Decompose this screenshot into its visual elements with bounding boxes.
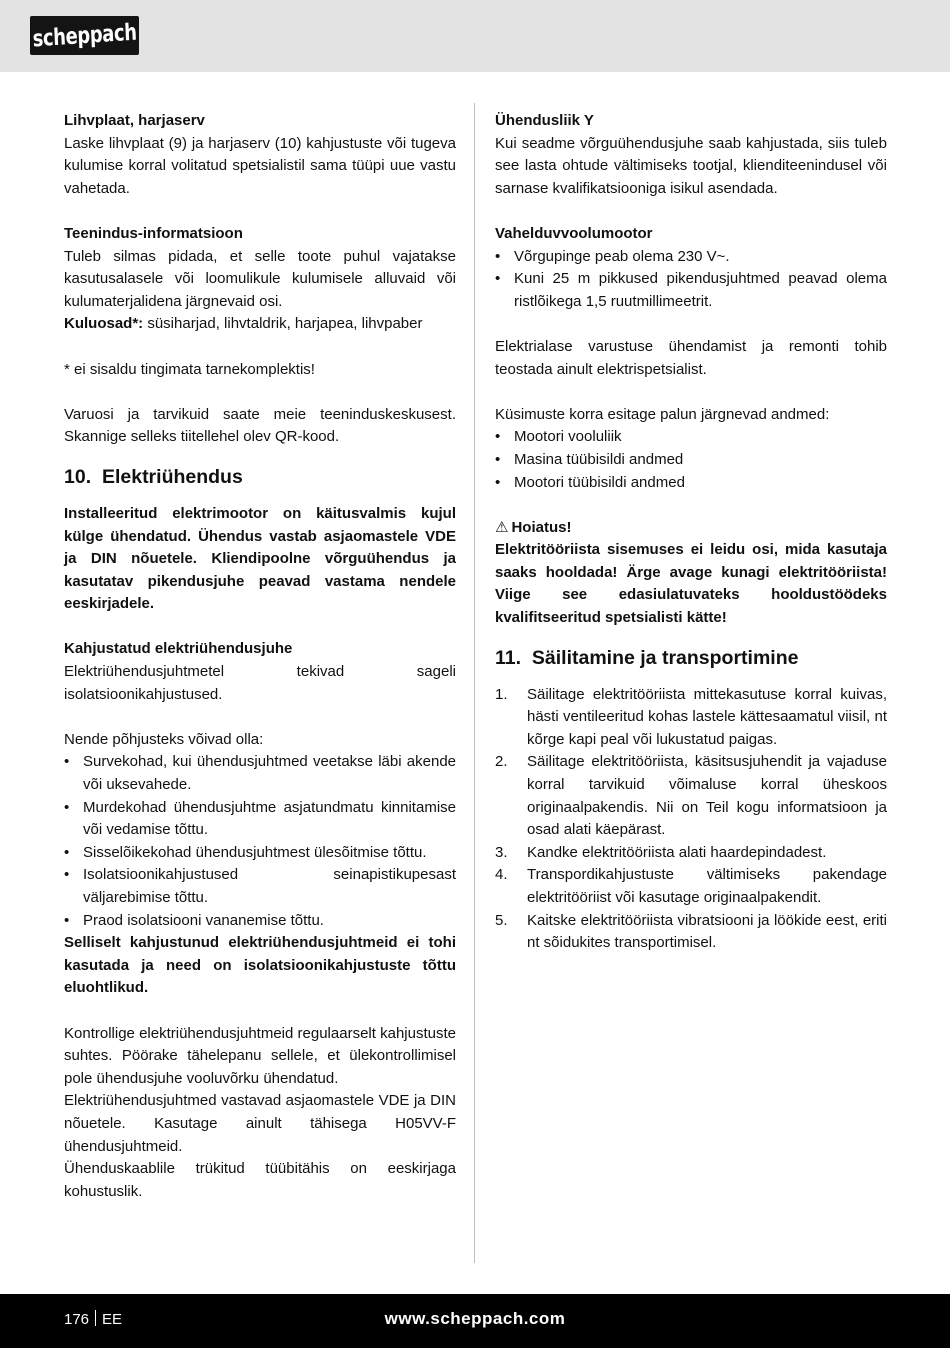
- service-text: Tuleb silmas pidada, et selle toote puhul vajatakse kasutusalasele või loomulikule kulumisele alluvaid või kulumaterjalidena järgnevaid osi.: [64, 247, 456, 310]
- warning-heading: [495, 517, 887, 540]
- section-11-number: 11.: [495, 646, 522, 669]
- list-item: 1. Säilitage elektritööriista mittekasutuse korral kuivas, hästi ventileeritud kohas lastele kättesaamatul viisil, nt kõrge kapi peal või lukustatud paigas.: [495, 685, 887, 748]
- damaged-cable-heading: Kahjustatud elektriühendusjuhe: [64, 640, 293, 658]
- query-list: [495, 426, 887, 494]
- left-column: [64, 110, 456, 1203]
- list-item: • Mootori tüübisildi andmed: [495, 473, 685, 491]
- page-number: 176: [64, 1311, 90, 1328]
- service-heading: Teenindus-informatsioon: [64, 224, 243, 242]
- section-10-heading: [64, 464, 456, 490]
- list-item: • Murdekohad ühendusjuhtme asjatundmatu kinnitamise või vedamise tõttu.: [64, 798, 456, 839]
- lihvplaat-text: Laske lihvplaat (9) ja harjaserv (10) kahjustuste või tugeva kulumise korral volitatud spetsialistil sama tüüpi uue vastu vahetada.: [64, 134, 456, 197]
- list-item: • Masina tüübisildi andmed: [495, 450, 684, 468]
- electrical-intro: Installeeritud elektrimootor on käitusvalmis kujul külge ühendatud. Ühendus vastab asjaomastele VDE ja DIN nõuetele. Kliendipoolne võrguühendus ja kasutatav pikendusjuhe peavad vastama nendele eeskirjadele.: [64, 504, 456, 613]
- list-item: 5. Kaitske elektritööriista vibratsiooni ja löökide eest, eriti nt sõidukites transportimisel.: [495, 911, 887, 952]
- list-item: • Kuni 25 m pikkused pikendusjuhtmed peavad olema ristlõikega 1,5 ruutmillimeetrit.: [495, 270, 887, 310]
- list-item: • Survekohad, kui ühendusjuhtmed veetakse läbi akende või uksevahede.: [64, 753, 456, 794]
- storage-list: [495, 684, 887, 955]
- electrician-note: Elektrialase varustuse ühendamist ja remonti tohib teostada ainult elektrispetsialist.: [495, 337, 887, 378]
- wear-parts-list: süsiharjad, lihvtaldrik, harjapea, lihvpaber: [143, 315, 423, 333]
- list-item: 3. Kandke elektritööriista alati haardepindadest.: [495, 843, 827, 861]
- list-item: • Praod isolatsiooni vananemise tõttu.: [64, 911, 324, 929]
- warning-title: Hoiatus!: [511, 518, 572, 536]
- warning-text: Elektritööriista sisemuses ei leidu osi, mida kasutaja saaks hooldada! Ärge avage kunagi elektritööriista! Viige see edasiulatuvateks hooldustöödeks kvalifitseeritud spetsialisti kätte!: [495, 541, 887, 627]
- list-item: • Mootori vooluliik: [495, 428, 622, 446]
- page-footer: [0, 1294, 950, 1348]
- list-item: 4. Transpordikahjustuste vältimiseks pakendage elektritööriist või kasutage originaalpakendit.: [495, 866, 887, 906]
- label-text: Ühenduskaablile trükitud tüübitähis on eeskirjaga kohustuslik.: [64, 1160, 456, 1200]
- causes-list: [64, 751, 456, 932]
- column-divider: [474, 103, 475, 1263]
- ac-motor-list: [495, 246, 887, 314]
- wear-parts-line: [64, 313, 456, 336]
- page-header: [0, 0, 950, 72]
- damaged-cable-text: Elektriühendusjuhtmetel tekivad sageli isolatsioonikahjustused.: [64, 663, 456, 703]
- language-code: EE: [102, 1311, 123, 1328]
- list-item: 2. Säilitage elektritööriista, käsitsusjuhendit ja vajaduse korral tarvikuid võimaluse korral üheskoos originaalpakendis. Nii on Teil kogu informatsioon ja osad alati käepärast.: [495, 753, 887, 839]
- list-item: • Võrgupinge peab olema 230 V~.: [495, 247, 730, 265]
- control-text: Kontrollige elektriühendusjuhtmeid regulaarselt kahjustuste suhtes. Pöörake tähelepanu sellele, et ülekontrollimisel pole ühendusjuhe vooluvõrku ühendatud.: [64, 1024, 456, 1087]
- vde-text: Elektriühendusjuhtmed vastavad asjaomastele VDE ja DIN nõuetele. Kasutage ainult tähisega H05VV-F ühendusjuhtmeid.: [64, 1092, 456, 1155]
- ac-motor-heading: Vahelduvvoolumootor: [495, 224, 653, 242]
- right-column: [495, 110, 887, 955]
- scheppach-logo: [30, 16, 139, 55]
- section-10-number: 10.: [64, 465, 92, 488]
- lihvplaat-heading: Lihvplaat, harjaserv: [64, 112, 205, 129]
- y-connection-heading: Ühendusliik Y: [495, 112, 594, 129]
- section-10-title: Elektriühendus: [101, 465, 243, 488]
- footnote: * ei sisaldu tingimata tarnekomplektis!: [64, 360, 315, 378]
- website-link[interactable]: www.scheppach.com: [384, 1309, 566, 1328]
- y-connection-text: Kui seadme võrguühendusjuhe saab kahjustada, siis tuleb see lasta ohtude vältimiseks tootjal, klienditeenindusel või sarnase kvalifikatsiooniga isikul asendada.: [495, 134, 887, 197]
- list-item: • Sisselõikekohad ühendusjuhtmest ülesõitmise tõttu.: [64, 843, 427, 861]
- warning-triangle-icon: ⚠: [495, 518, 509, 536]
- section-11-heading: [495, 645, 887, 671]
- danger-text: Selliselt kahjustunud elektriühendusjuhtmeid ei tohi kasutada ja need on isolatsioonikahjustuste tõttu eluohtlikud.: [64, 934, 456, 997]
- section-11-title: Säilitamine ja transportimine: [531, 646, 799, 669]
- spare-parts-text: Varuosi ja tarvikuid saate meie teeninduskeskusest. Skannige selleks tiitellehel olev QR-kood.: [64, 405, 456, 446]
- wear-parts-label: Kuluosad*:: [64, 315, 144, 333]
- causes-intro: Nende põhjusteks võivad olla:: [64, 730, 264, 748]
- list-item: • Isolatsioonikahjustused seinapistikupesast väljarebimise tõttu.: [64, 866, 456, 906]
- logo-text: scheppach: [32, 19, 137, 52]
- query-intro: Küsimuste korra esitage palun järgnevad andmed:: [495, 405, 830, 423]
